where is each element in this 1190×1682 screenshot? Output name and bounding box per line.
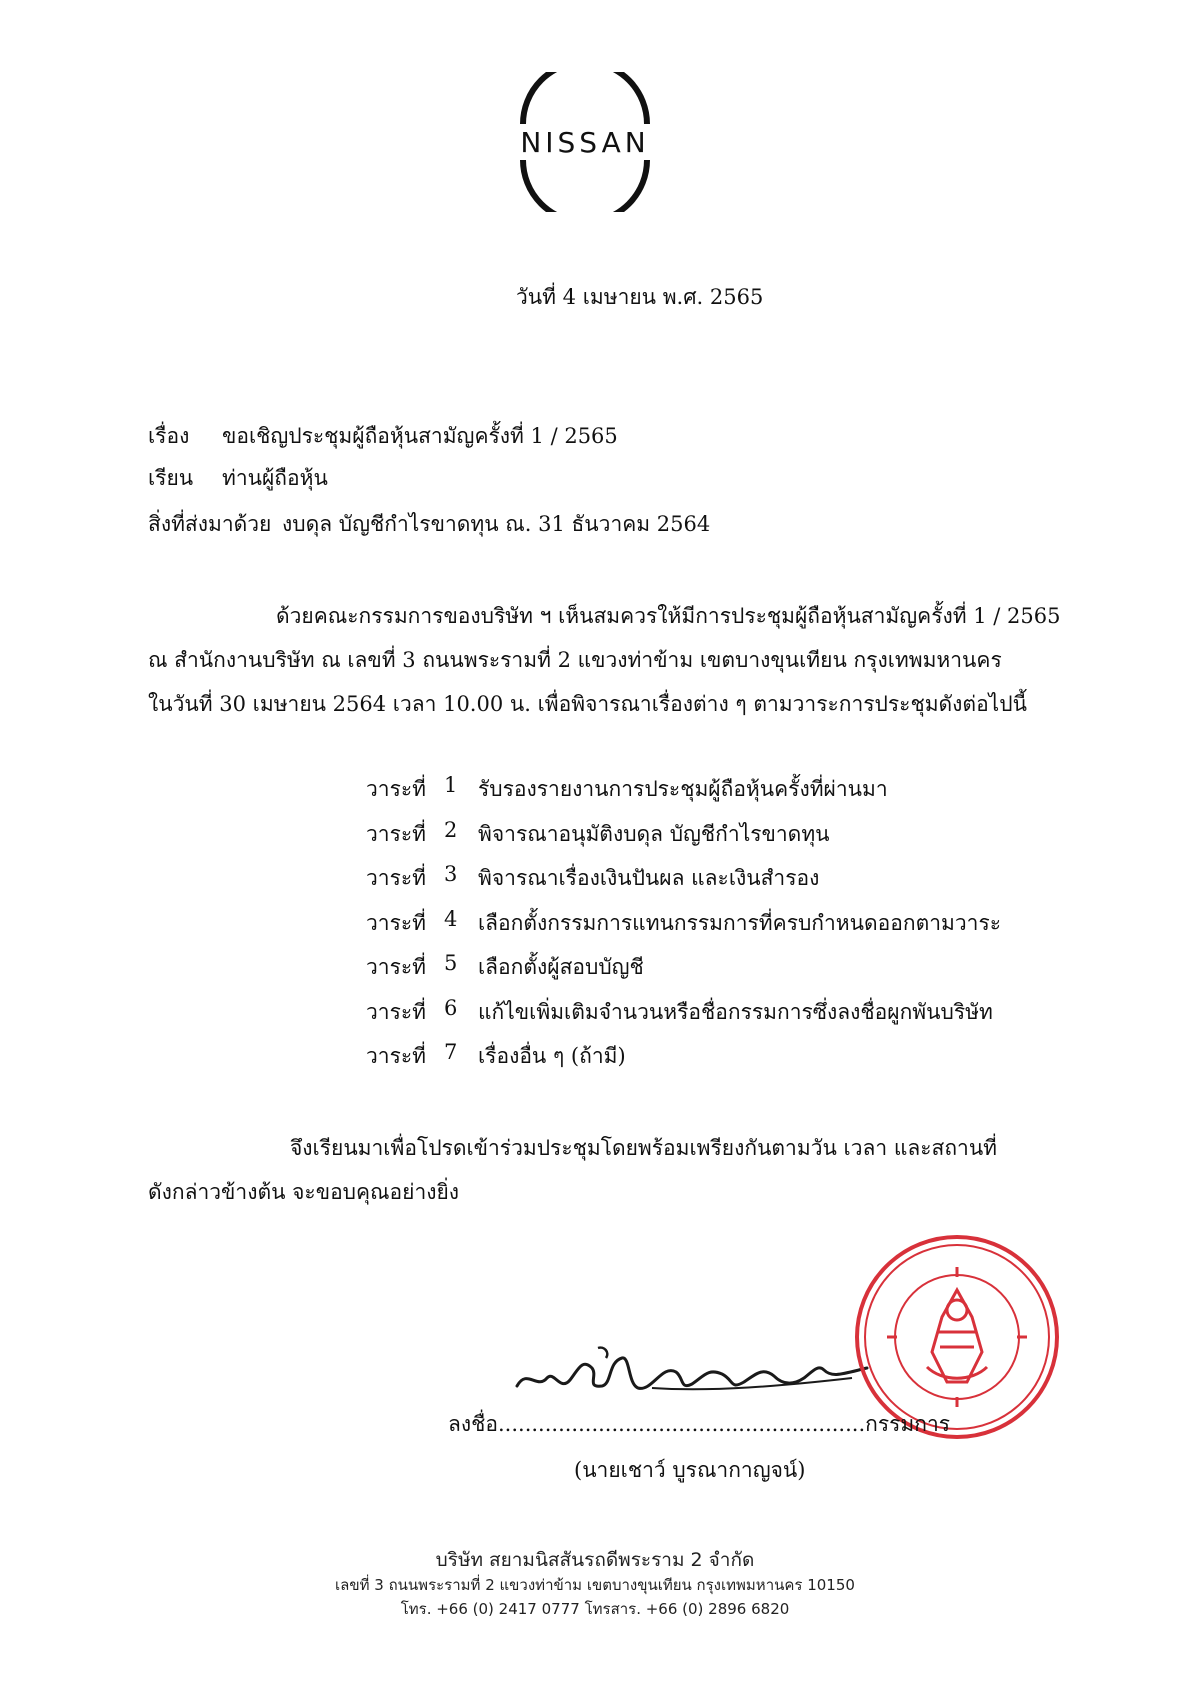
letter-date: วันที่ 4 เมษายน พ.ศ. 2565 — [516, 285, 764, 309]
body-paragraph-line: ในวันที่ 30 เมษายน 2564 เวลา 10.00 น. เพื่อพิจารณาเรื่องต่าง ๆ ตามวาระการประชุมดังต่อไปนี้ — [148, 692, 1027, 716]
agenda-text: แก้ไขเพิ่มเติมจำนวนหรือชื่อกรรมการซึ่งลงชื่อผูกพันบริษัท — [478, 999, 993, 1024]
agenda-number: 7 — [444, 1040, 458, 1064]
agenda-item — [366, 996, 1001, 1041]
agenda-item — [366, 862, 1001, 907]
footer-address: เลขที่ 3 ถนนพระรามที่ 2 แขวงท่าข้าม เขตบางขุนเทียน กรุงเทพมหานคร 10150 — [335, 1576, 855, 1594]
nissan-logo — [495, 72, 675, 212]
agenda-number: 4 — [444, 906, 458, 931]
agenda-text: พิจารณาอนุมัติงบดุล บัญชีกำไรขาดทุน — [478, 821, 830, 846]
agenda-text: เลือกตั้งกรรมการแทนกรรมการที่ครบกำหนดออกตามวาระ — [478, 910, 1002, 935]
footer-company: บริษัท สยามนิสสันรถดีพระราม 2 จำกัด — [435, 1549, 755, 1571]
agenda-text: พิจารณาเรื่องเงินปันผล และเงินสำรอง — [478, 866, 820, 890]
agenda-item — [366, 1040, 1001, 1085]
agenda-label: วาระที่ — [366, 1044, 426, 1068]
agenda-number: 1 — [444, 773, 458, 797]
subject-value: ขอเชิญประชุมผู้ถือหุ้นสามัญครั้งที่ 1 / 2565 — [222, 424, 618, 448]
agenda-label: วาระที่ — [366, 866, 426, 890]
agenda-text: เรื่องอื่น ๆ (ถ้ามี) — [478, 1044, 626, 1068]
agenda-number: 3 — [444, 862, 458, 886]
agenda-label: วาระที่ — [366, 999, 426, 1024]
subject-label: เรื่อง — [148, 424, 190, 448]
agenda-item — [366, 951, 1001, 996]
agenda-number: 2 — [444, 817, 458, 842]
agenda-item — [366, 907, 1001, 952]
recipient-value: ท่านผู้ถือหุ้น — [222, 466, 328, 490]
agenda-label: วาระที่ — [366, 910, 426, 935]
handwritten-signature — [512, 1328, 872, 1408]
nissan-logo-icon — [495, 72, 675, 212]
agenda-label: วาระที่ — [366, 821, 426, 846]
agenda-item — [366, 818, 1001, 863]
agenda-item — [366, 773, 1001, 818]
body-paragraph-line: ณ สำนักงานบริษัท ณ เลขที่ 3 ถนนพระรามที่ 2 แขวงท่าข้าม เขตบางขุนเทียน กรุงเทพมหานคร — [148, 648, 1002, 672]
footer-contact: โทร. +66 (0) 2417 0777 โทรสาร. +66 (0) 2896 6820 — [400, 1600, 790, 1618]
agenda-text: เลือกตั้งผู้สอบบัญชี — [478, 955, 644, 979]
agenda-list — [366, 773, 1001, 1085]
agenda-label: วาระที่ — [366, 777, 426, 801]
recipient-label: เรียน — [148, 466, 194, 490]
closing-line: ดังกล่าวข้างต้น จะขอบคุณอย่างยิ่ง — [148, 1180, 460, 1204]
signer-name: (นายเชาว์ บูรณากาญจน์) — [574, 1458, 806, 1482]
closing-line: จึงเรียนมาเพื่อโปรดเข้าร่วมประชุมโดยพร้อมเพรียงกันตามวัน เวลา และสถานที่ — [290, 1136, 998, 1160]
enclosure-value: งบดุล บัญชีกำไรขาดทุน ณ. 31 ธันวาคม 2564 — [282, 512, 711, 536]
enclosure-label: สิ่งที่ส่งมาด้วย — [148, 512, 272, 536]
agenda-text: รับรองรายงานการประชุมผู้ถือหุ้นครั้งที่ผ่านมา — [478, 777, 888, 801]
logo-text: NISSAN — [520, 126, 650, 159]
agenda-number: 5 — [444, 951, 458, 975]
agenda-label: วาระที่ — [366, 955, 426, 979]
signature-line: ลงชื่อ.......................................................กรรมการ — [448, 1412, 951, 1436]
body-paragraph-line: ด้วยคณะกรรมการของบริษัท ฯ เห็นสมควรให้มีการประชุมผู้ถือหุ้นสามัญครั้งที่ 1 / 2565 — [276, 604, 1061, 628]
agenda-number: 6 — [444, 995, 458, 1020]
